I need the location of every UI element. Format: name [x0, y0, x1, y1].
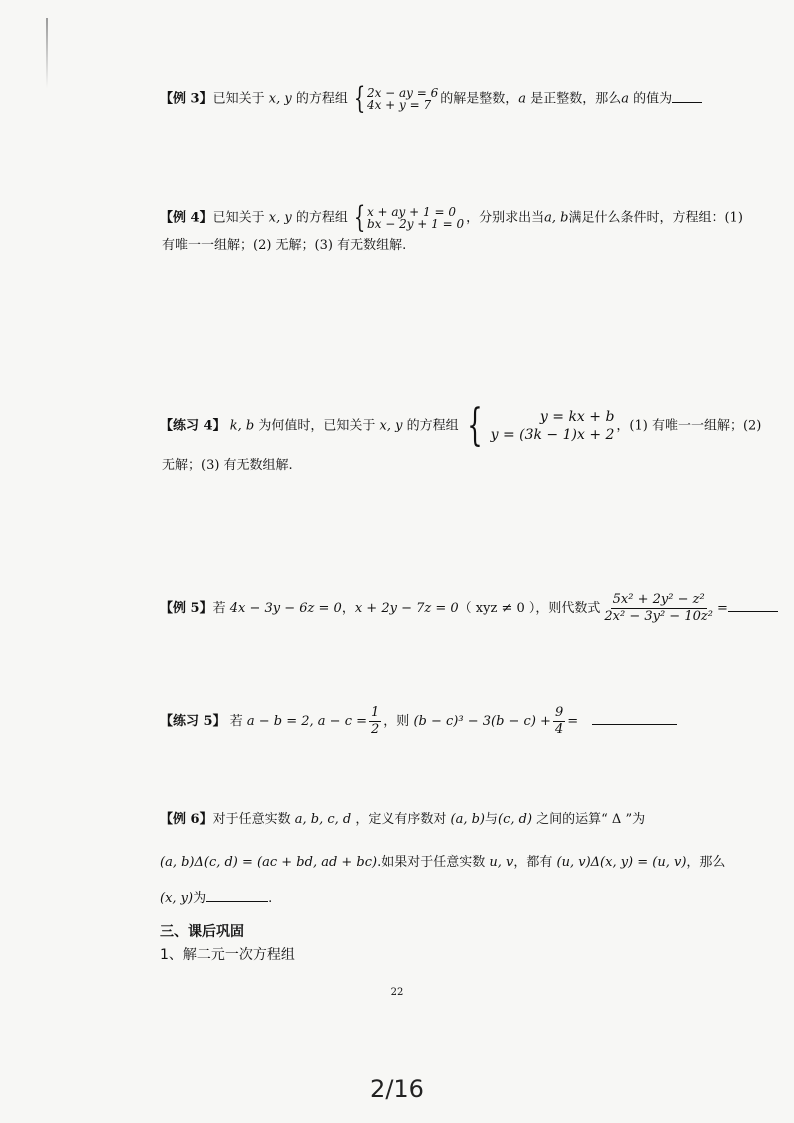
example-4-line-2: 有唯一一组解；(2) 无解；(3) 有无数组解. — [162, 238, 407, 253]
section-heading: 三、课后巩固 — [160, 924, 244, 940]
example-3: 【例 3】已知关于 x, y 的方程组 { 2x − ay = 6 4x + y = 7 的解是整数，a 是正整数，那么a 的值为 — [160, 84, 702, 114]
page-counter: 2/16 — [370, 1075, 424, 1103]
practice-4: 【练习 4】 k, b 为何值时，已知关于 x, y 的方程组 { y = kx + b y = (3k − 1)x + 2 ，(1) 有唯一一组解；(2) — [160, 400, 762, 451]
equation-system: { x + ay + 1 = 0 bx − 2y + 1 = 0 — [353, 200, 465, 235]
example-6-tag: 【例 6】 — [160, 812, 213, 827]
example-5-tag: 【例 5】 — [160, 601, 213, 616]
example-6: 【例 6】对于任意实数 a, b, c, d ，定义有序数对 (a, b)与(c, d) 之间的运算“ Δ ”为 — [160, 812, 646, 827]
equation-system: { y = kx + b y = (3k − 1)x + 2 — [466, 400, 615, 451]
example-6-line-2: (a, b)Δ(c, d) = (ac + bd, ad + bc).如果对于任意实数 u, v，都有 (u, v)Δ(x, y) = (u, v)，那么 — [160, 855, 726, 870]
answer-blank — [672, 102, 702, 103]
answer-blank — [728, 611, 778, 612]
fraction-nine-quarters: $\frac{9}{4}$ — [554, 705, 564, 737]
example-6-line-3: (x, y)为 . — [160, 891, 273, 906]
fraction-one-half: $\frac{1}{2}$ — [371, 705, 380, 737]
practice-4-tag: 【练习 4】 — [160, 418, 226, 434]
practice-4-line-2: 无解；(3) 有无数组解. — [162, 458, 293, 473]
practice-5: 【练习 5】 若 a − b = 2, a − c = $\frac{1}{2}$ ，则 (b − c)³ − 3(b − c) + $\frac{9}{4}$ = — [160, 705, 677, 738]
example-4: 【例 4】已知关于 x, y 的方程组 { x + ay + 1 = 0 bx − 2y + 1 = 0 ，分别求出当a, b满足什么条件时，方程组：(1) — [160, 200, 743, 235]
answer-blank — [592, 724, 677, 725]
page-number: 22 — [390, 987, 404, 998]
scan-edge-mark — [46, 18, 48, 88]
example-3-tag: 【例 3】 — [160, 91, 213, 107]
section-item-1: 1、解二元一次方程组 — [160, 947, 295, 963]
example-5: 【例 5】若 4x − 3y − 6z = 0，x + 2y − 7z = 0（ xyz ≠ 0 ），则代数式 $\frac{\text{5x² + 2y² − z²}}{\text{2x² − 3y² − 10z²}}$ = — [160, 592, 778, 625]
example-4-tag: 【例 4】 — [160, 210, 213, 226]
practice-5-tag: 【练习 5】 — [160, 714, 226, 729]
equation-system: { 2x − ay = 6 4x + y = 7 — [353, 81, 439, 116]
answer-blank — [206, 901, 268, 902]
algebraic-fraction: $\frac{\text{5x² + 2y² − z²}}{\text{2x² − 3y² − 10z²}}$ — [604, 592, 713, 624]
